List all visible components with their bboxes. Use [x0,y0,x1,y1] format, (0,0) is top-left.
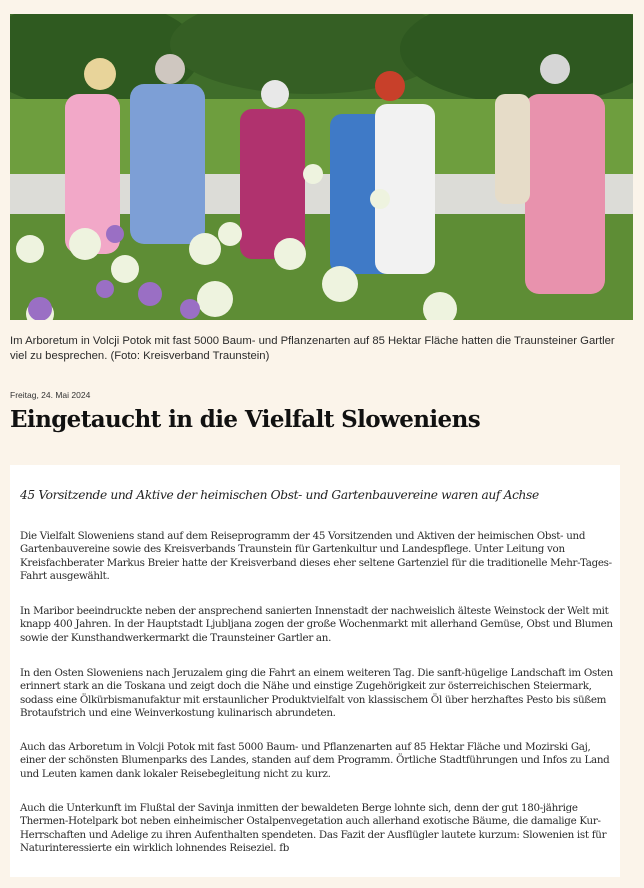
article-title: Eingetaucht in die Vielfalt Sloweniens [10,406,481,433]
article-body [10,465,620,877]
article-paragraph: Auch die Unterkunft im Flußtal der Savinja inmitten der bewaldeten Berge lohnte sich, denn der gut 180-jährige Thermen-Hotelpark bot neben einheimischer Ostalpenvegetation auch allerhand exotische Bäume, die damalige Kur-Herrschaften und Adelige zu ihren Aufenthalten spendeten. Das Fazit der Ausflügler lautete kurzum: Slowenien ist für Naturinteressierte ein wirklich lohnendes Reiseziel. fb [20,802,607,855]
article-paragraph: Die Vielfalt Sloweniens stand auf dem Reiseprogramm der 45 Vorsitzenden und Aktiven der heimischen Obst- und Gartenbauvereine sowie des Kreisverbands Traunstein für Gartenkultur und Landespflege. Unter Leitung von Kreisfachberater Markus Breier hatte der Kreisverband dieses eher seltene Gartenziel für die traditionelle Mehr-Tages-Fahrt ausgewählt. [20,530,612,583]
article-subtitle: 45 Vorsitzende und Aktive der heimischen Obst- und Gartenbauvereine waren auf Achse [20,488,539,502]
article-paragraph: In Maribor beeindruckte neben der ansprechend sanierten Innenstadt der nachweislich älteste Weinstock der Welt mit knapp 400 Jahren. In der Hauptstadt Ljubljana zogen der große Wochenmarkt mit allerhand Gemüse, Obst und Blumen sowie der Kunsthandwerkermarkt die Traunsteiner Gartler an. [20,605,613,644]
article-paragraph: Auch das Arboretum in Volcji Potok mit fast 5000 Baum- und Pflanzenarten auf 85 Hektar Fläche und Mozirski Gaj, einer der schönsten Blumenparks des Landes, standen auf dem Programm. Örtliche Stadtführungen und Infos zu Land und Leuten kamen dank lokaler Reisebegleitung nicht zu kurz. [20,741,610,780]
publish-date: Freitag, 24. Mai 2024 [10,390,91,400]
article-paragraph: In den Osten Sloweniens nach Jeruzalem ging die Fahrt an einem weiteren Tag. Die sanft-hügelige Landschaft im Osten erinnert stark an die Toskana und zeigt doch die Nähe und einstige Zugehörigkeit zur österreichischen Steiermark, sodass eine Ölkürbismanufaktur mit erstaunlicher Produktvielfalt von klassischem Öl über herzhaftes Pesto bis süßem Brotaufstrich und eine Weinverkostung kulinarisch abrundeten. [20,667,613,720]
photo-image-icon [10,14,633,320]
photo-caption: Im Arboretum in Volcji Potok mit fast 5000 Baum- und Pflanzenarten auf 85 Hektar Fläche hatten die Traunsteiner Gartler viel zu besprechen. (Foto: Kreisverband Traunstein) [10,335,615,362]
hero-photo [10,14,633,320]
